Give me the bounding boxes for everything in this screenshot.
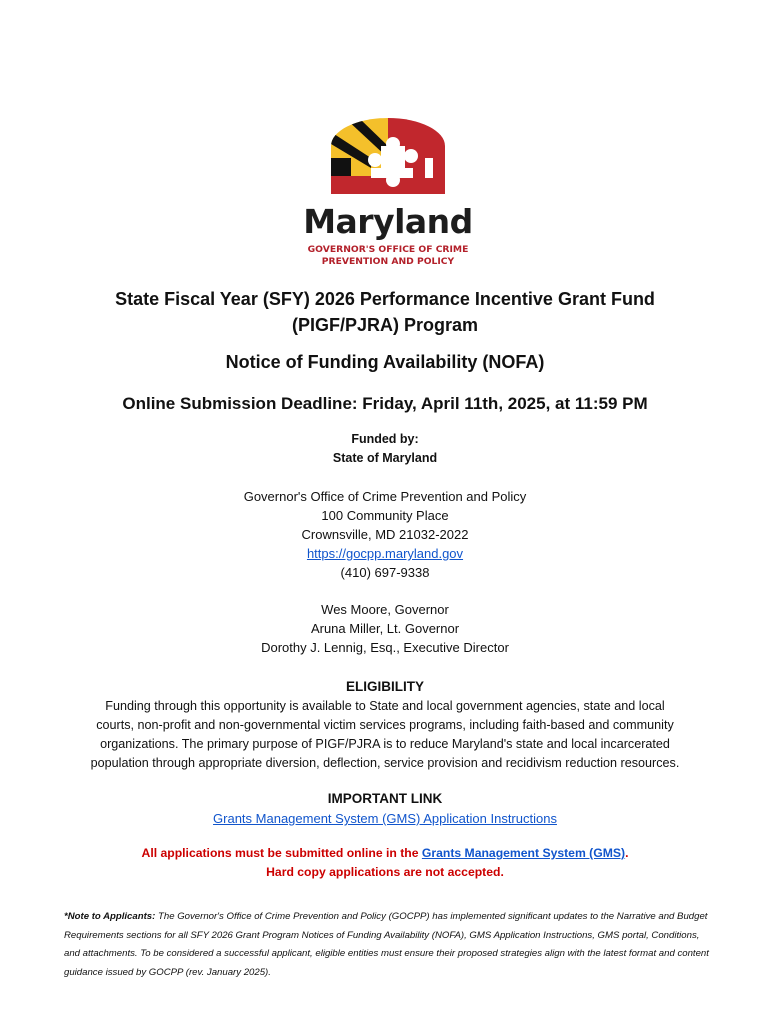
title-line1: State Fiscal Year (SFY) 2026 Performance Incentive Grant Fund	[115, 289, 655, 309]
note-text: The Governor's Office of Crime Prevention and Policy (GOCPP) has implemented significant updates to the Narrative and Budget Requirements sections for all SFY 2026 Grant Program Notices of Funding Availability (NOFA), GMS Application Instructions, GMS portal, Conditions, and attachments. To be considered a successful applicant, eligible entities must ensure their proposed strategies align with the latest format and content guidance issued by GOCPP (rev. January 2025).	[64, 911, 709, 978]
important-link-heading: IMPORTANT LINK	[327, 791, 443, 806]
logo-wordmark: Maryland	[303, 202, 473, 241]
eligibility-line: population through appropriate diversion, deflection, service provision and recidivism reduction resources.	[90, 756, 680, 770]
logo-subtitle-line1: GOVERNOR'S OFFICE OF CRIME	[307, 244, 469, 255]
city-state-zip: Crownsville, MD 21032-2022	[301, 527, 469, 542]
funded-by-value: State of Maryland	[332, 451, 438, 465]
submission-deadline: Online Submission Deadline: Friday, April 11th, 2025, at 11:59 PM	[122, 394, 648, 413]
eligibility-line: Funding through this opportunity is available to State and local government agencies, state and local	[105, 699, 665, 713]
phone-number: (410) 697-9338	[340, 565, 430, 580]
official-lt-governor: Aruna Miller, Lt. Governor	[310, 621, 460, 636]
address-block	[0, 487, 770, 582]
officials-block	[0, 600, 770, 657]
funded-by-label: Funded by:	[351, 432, 419, 446]
eligibility-paragraph	[0, 697, 770, 773]
note-label: *Note to Applicants:	[64, 911, 156, 922]
submission-suffix: .	[625, 846, 629, 860]
eligibility-line: courts, non-profit and non-governmental victim services programs, including faith-based and community	[96, 718, 674, 732]
submission-line1	[0, 844, 770, 863]
logo-subtitle-line2: PREVENTION AND POLICY	[321, 256, 455, 267]
submission-prefix: All applications must be submitted online in the	[141, 846, 422, 860]
org-name: Governor's Office of Crime Prevention and Policy	[243, 489, 527, 504]
website-link[interactable]: https://gocpp.maryland.gov	[306, 546, 464, 561]
official-governor: Wes Moore, Governor	[321, 602, 449, 617]
funded-by-block	[0, 430, 770, 468]
document-title	[0, 286, 770, 338]
eligibility-heading: ELIGIBILITY	[345, 679, 424, 694]
submission-line2: Hard copy applications are not accepted.	[266, 865, 504, 879]
maryland-flag-emblem-icon	[331, 118, 445, 194]
submission-requirement	[0, 844, 770, 882]
gms-instructions-link[interactable]: Grants Management System (GMS) Application Instructions	[213, 811, 557, 826]
eligibility-line: organizations. The primary purpose of PIGF/PJRA is to reduce Maryland's state and local incarcerated	[100, 737, 670, 751]
notice-heading: Notice of Funding Availability (NOFA)	[225, 352, 545, 372]
street-address: 100 Community Place	[321, 508, 449, 523]
gocpp-logo	[298, 118, 478, 268]
note-to-applicants	[64, 908, 714, 982]
title-line2: (PIGF/PJRA) Program	[291, 315, 479, 335]
gms-link[interactable]: Grants Management System (GMS)	[421, 846, 626, 860]
official-executive-director: Dorothy J. Lennig, Esq., Executive Director	[261, 640, 509, 655]
